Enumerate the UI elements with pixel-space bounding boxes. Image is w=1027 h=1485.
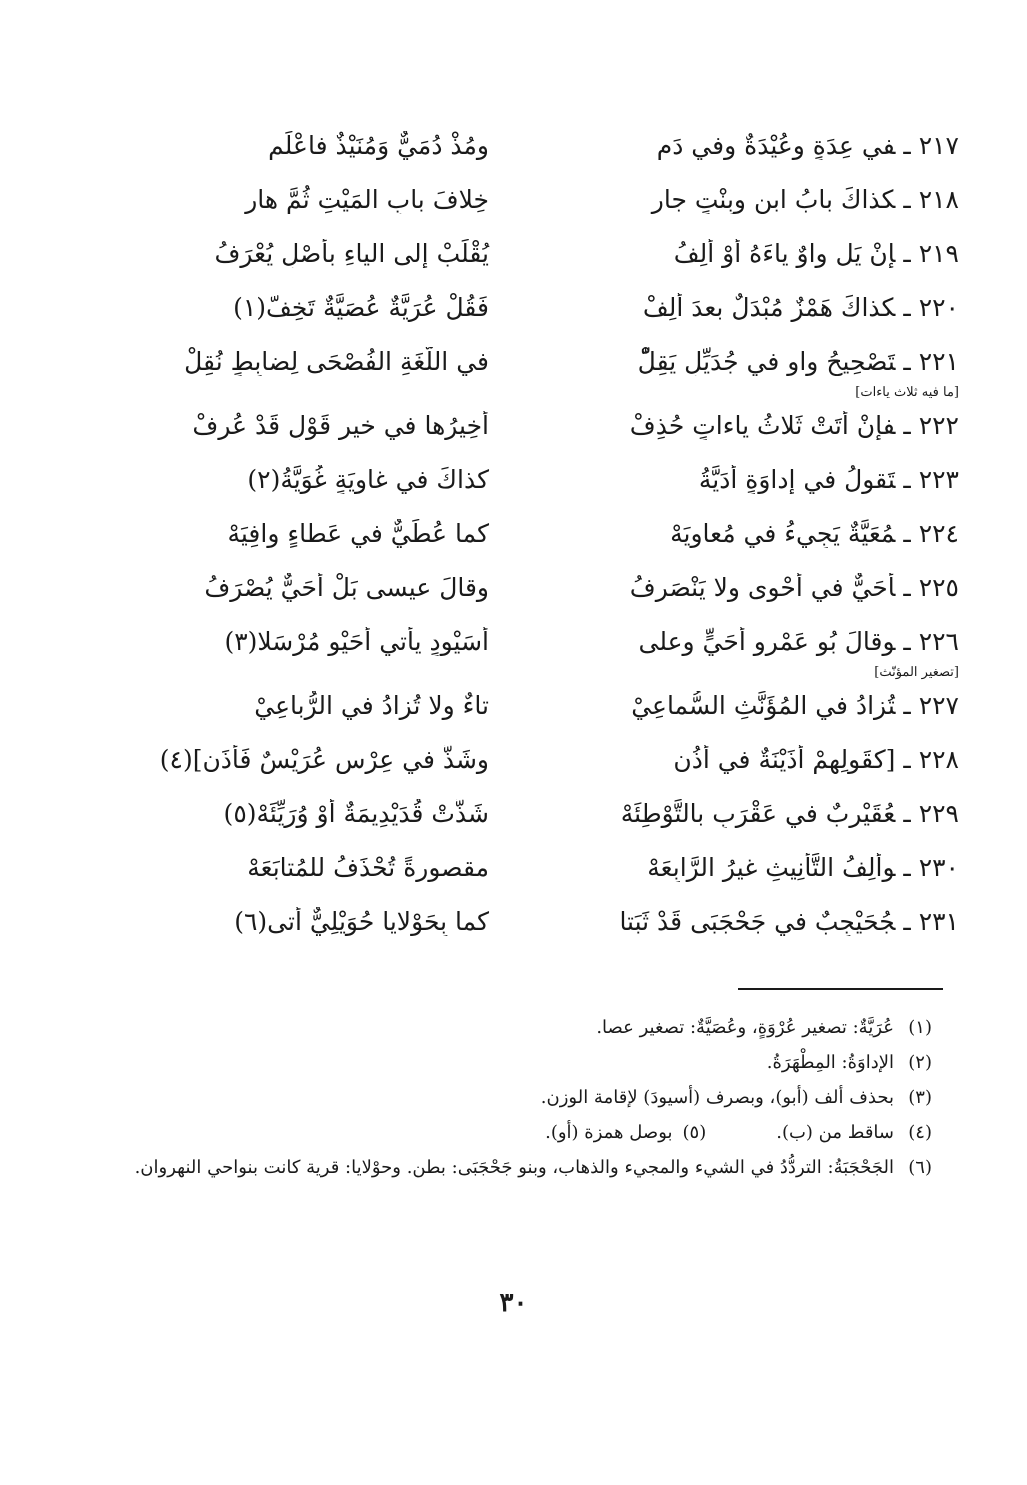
verse-row: [139, 840, 959, 894]
footnote: [92, 1045, 932, 1080]
verse-first-hemistich: [529, 907, 959, 936]
footnote-number: (٦): [908, 1157, 932, 1178]
verse-number: ٢١٨: [918, 184, 959, 214]
verse-row: [139, 506, 959, 560]
footnote-body: [92, 1115, 894, 1150]
verse-dash: ـ: [903, 906, 911, 936]
footnote: [92, 1010, 932, 1045]
footnote-text: ساقط من (ب).: [776, 1122, 894, 1143]
footnote-body: [92, 1010, 894, 1045]
verse-first-text: كذاكَ هَمْزٌ مُبْدَلٌ بعدَ أَلِفْ: [642, 292, 896, 322]
verse-second-hemistich: وشَذَّ في عِرْسٍ عُرَيْسٌ فَأْذَنِ](٤): [159, 744, 489, 774]
footnote-number: (٤): [908, 1122, 932, 1143]
verse-number: ٢٢٩: [918, 798, 959, 828]
verse-number: ٢٢٧: [918, 690, 959, 720]
verse-first-hemistich: [529, 347, 959, 376]
verse-row: [139, 334, 959, 388]
verse-second-hemistich: فَقُلْ عُرَيَّةٌ عُصَيَّةٌ تَخِفّ(١): [233, 292, 489, 322]
verse-dash: ـ: [903, 238, 911, 268]
verse-first-hemistich: [529, 411, 959, 440]
verse-number: ٢٢٣: [918, 464, 959, 494]
verse-number: ٢٢٨: [918, 744, 959, 774]
verse-second-hemistich: ومُذْ دُمَيٌّ وَمُنَيْذٌ فاعْلَمِ: [268, 130, 489, 160]
verse-first-text: جُحَيْجِبٌ في جَحْجَبَى قَدْ ثَبَتا: [619, 906, 896, 936]
footnote-inline: [545, 1122, 706, 1143]
verse-first-hemistich: [529, 185, 959, 214]
verse-number: ٢١٧: [918, 130, 959, 160]
footnote-body: [92, 1150, 894, 1185]
section-heading: [تصغير المؤنّث]: [874, 665, 959, 680]
page-number: ٣٠: [499, 1288, 528, 1318]
verse-dash: ـ: [903, 572, 911, 602]
verse-row: [139, 732, 959, 786]
verse-dash: ـ: [903, 184, 911, 214]
verse-dash: ـ: [903, 744, 911, 774]
verse-first-hemistich: [529, 239, 959, 268]
verse-row: [139, 226, 959, 280]
footnote-text: الجَحْجَبَةُ: التردُّدُ في الشيء والمجيء والذهاب، وبنو جَحْجَبَى: بطن. وحوْلايا: قرية كانت بنواحي النهروان.: [134, 1157, 894, 1178]
footnote-text: الإداوَةُ: المِطْهَرَةُ.: [766, 1052, 894, 1073]
verse-row: [139, 452, 959, 506]
verse-second-hemistich: شَذَّتْ قُدَيْدِيمَةٌ أوْ وُرَيِّئَهْ(٥): [223, 798, 489, 828]
verse-dash: ـ: [903, 518, 911, 548]
verse-second-hemistich: تاءٌ ولا تُزادُ في الرُّباعِيْ: [254, 690, 489, 720]
footnote: [92, 1080, 932, 1115]
verse-first-text: فإِنْ أَتَتْ ثَلاثُ ياءاتٍ حُذِفْ: [629, 410, 896, 440]
verse-dash: ـ: [903, 130, 911, 160]
verse-number: ٢٢١: [918, 346, 959, 376]
footnote-text: بوصل همزة (أو).: [545, 1122, 673, 1143]
verse-first-hemistich: [529, 293, 959, 322]
verse-row: [139, 665, 959, 732]
verse-row: [139, 172, 959, 226]
verse-second-hemistich: أُسَيْوِدٍ يأتي أُحَيْوٍ مُرْسَلا(٣): [224, 626, 489, 656]
verse-second-hemistich: خِلافَ بابِ المَيْتِ ثُمَّ هارِ: [245, 184, 489, 214]
footnote-number: (٣): [908, 1087, 932, 1108]
verse-row: [139, 894, 959, 948]
verse-first-text: كذاكَ بابُ ابنٍ وبِنْتٍ جارِ: [651, 184, 896, 214]
verse-second-hemistich: كما بِحَوْلايا حُوَيْلِيٌّ أتى(٦): [234, 906, 489, 936]
verse-row: [139, 560, 959, 614]
verse-number: ٢٣١: [918, 906, 959, 936]
verse-first-text: عُقَيْرِبٌ في عَقْرَبٍ بالتَّوْطِئَهْ: [620, 798, 896, 828]
verse-number: ٢٢٠: [918, 292, 959, 322]
verse-second-hemistich: كما عُطَيٌّ في عَطاءٍ وافِيَهْ: [227, 518, 489, 548]
footnotes: [92, 1010, 932, 1185]
verse-number: ٢٢٢: [918, 410, 959, 440]
footnote-body: [92, 1045, 894, 1080]
verse-first-text: مُعَيَّةٌ يَجِيءُ في مُعاوِيَهْ: [670, 518, 896, 548]
footnote-number: (٥): [682, 1122, 707, 1143]
footnote-number: (٢): [908, 1052, 932, 1073]
verse-row: [139, 385, 959, 452]
verse-number: ٢٢٤: [918, 518, 959, 548]
footnote-body: [92, 1080, 894, 1115]
verse-dash: ـ: [903, 690, 911, 720]
verse-first-hemistich: [529, 131, 959, 160]
verse-first-text: [كقَولِهِمْ أُذَيْنَةٌ في أُذُنِ: [673, 744, 896, 774]
verse-row: [139, 786, 959, 840]
verse-dash: ـ: [903, 852, 911, 882]
verse-first-hemistich: [529, 799, 959, 828]
verse-dash: ـ: [903, 626, 911, 656]
footnote: [92, 1115, 932, 1150]
verse-second-hemistich: أَخِيرُها في خيرِ قَوْلٍ قَدْ عُرِفْ: [192, 410, 489, 440]
verse-number: ٢٢٦: [918, 626, 959, 656]
verse-dash: ـ: [903, 292, 911, 322]
verse-second-hemistich: مقصورةً تُحْذَفُ للمُتابَعَهْ: [247, 852, 489, 882]
footnote: [92, 1150, 932, 1185]
verse-row: [139, 614, 959, 668]
verse-number: ٢٢٥: [918, 572, 959, 602]
verse-number: ٢٣٠: [918, 852, 959, 882]
verse-first-hemistich: [529, 465, 959, 494]
verse-second-hemistich: كذاكَ في غاوِيَةٍ غُوَيَّةُ(٢): [247, 464, 489, 494]
verse-dash: ـ: [903, 464, 911, 494]
verse-first-hemistich: [529, 573, 959, 602]
section-heading: [ما فيه ثلاث ياءات]: [855, 385, 959, 400]
verse-first-text: وقالَ بُو عَمْرٍو أُحَيٍّ وعلى: [638, 626, 896, 656]
footnote-text: عُرَيَّةٌ: تصغير عُرْوَةٍ، وعُصَيَّةٌ: تصغير عصا.: [596, 1017, 894, 1038]
verse-second-hemistich: يُقْلَبْ إلى الياءِ بأَصْلٍ يُعْرَفُ: [214, 238, 489, 268]
verse-first-text: إنْ يَلِ واوٌ ياءَهُ أوْ أَلِفُ: [673, 238, 896, 268]
verse-row: [139, 118, 959, 172]
verse-first-hemistich: [529, 519, 959, 548]
verse-first-text: تَصْحِيحُ واوٍ في جُدَيِّلٍ يَقِلّْ: [637, 346, 896, 376]
footnote-divider: [738, 988, 943, 990]
verse-first-text: أُحَيٌّ في أَحْوى ولا يَنْصَرِفُ: [629, 572, 896, 602]
verse-first-hemistich: [529, 853, 959, 882]
verse-first-hemistich: [529, 627, 959, 656]
verse-dash: ـ: [903, 798, 911, 828]
footnote-text: بحذف ألف (أبو)، وبصرف (أسيودَ) لإقامة الوزن.: [540, 1087, 894, 1108]
verse-second-hemistich: وقالَ عيسى بَلْ أُحَيٌّ يُصْرَفُ: [204, 572, 489, 602]
verse-first-hemistich: [529, 745, 959, 774]
footnote-number: (١): [908, 1017, 932, 1038]
verse-first-hemistich: [529, 691, 959, 720]
verse-dash: ـ: [903, 410, 911, 440]
verse-dash: ـ: [903, 346, 911, 376]
verse-second-hemistich: في اللُّغَةِ الفُصْحَى لِضابِطٍ نُقِلْ: [184, 346, 489, 376]
verse-row: [139, 280, 959, 334]
verse-first-text: تَقولُ في إداوَةٍ أُدَيَّةُ: [698, 464, 896, 494]
verse-first-text: وأَلِفُ التَّأْنِيثِ غيرُ الرَّابِعَهْ: [647, 852, 896, 882]
verse-first-text: في عِدَةٍ وعُيْدَةٌ وفي دَمِ: [656, 130, 896, 160]
poem-verses: [139, 118, 959, 948]
verse-number: ٢١٩: [918, 238, 959, 268]
verse-first-text: تُزادُ في المُؤَنَّثِ السُّماعِيْ: [631, 690, 896, 720]
